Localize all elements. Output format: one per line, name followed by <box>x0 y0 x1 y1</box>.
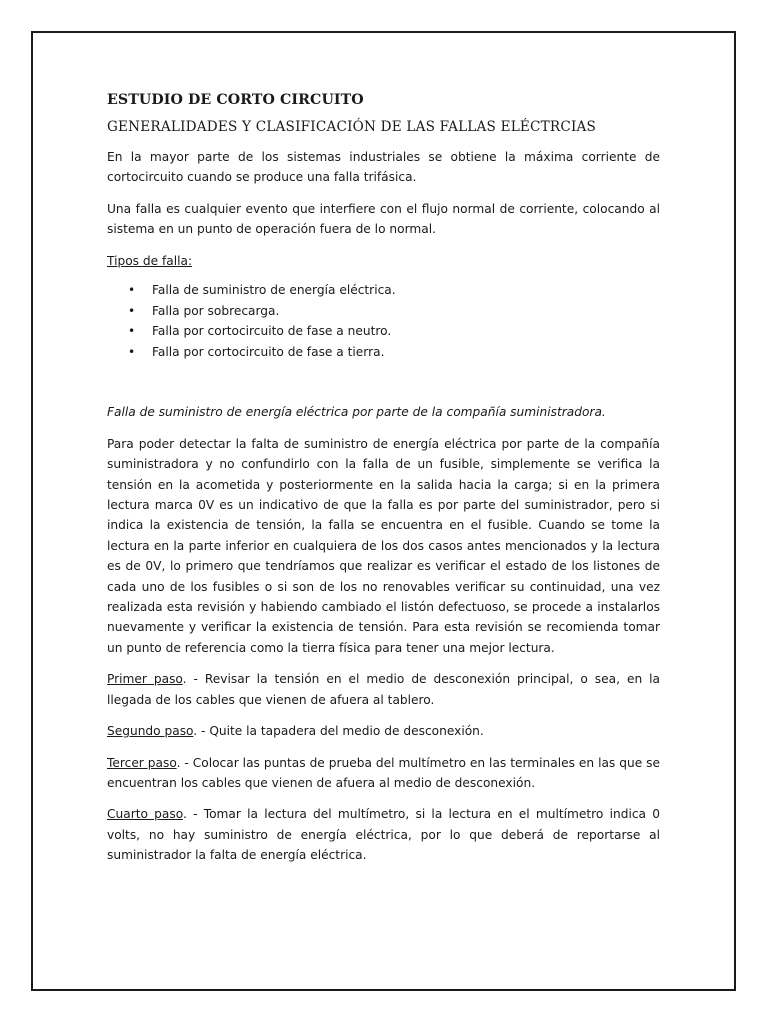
supply-fault-paragraph: Para poder detectar la falta de suministro de energía eléctrica por parte de la compañía suministradora y no confundirlo con la falla de un fusible, simplemente se verifica la tensión en la acometida y posteriormente en la salida hacia la carga; si en la primera lectura marca 0V es un indicativo de que la falla es por parte del suministrador, pero si indica la existencia de tensión, la falla se encuentra en el fusible. Cuando se tome la lectura en la parte inferior en cualquiera de los dos casos antes mencionados y la lectura es de 0V, lo primero que tendríamos que realizar es verificar el estado de los listones de cada uno de los fusibles o si son de los no renovables verificar su continuidad, una vez realizada esta revisión y habiendo cambiado el listón defectuoso, se procede a instalarlos nuevamente y verificar la existencia de tensión. Para esta revisión se recomienda tomar un punto de referencia como la tierra física para tener una mejor lectura. <box>107 436 660 655</box>
fault-types-heading-text: Tipos de falla: <box>107 253 193 268</box>
list-item <box>128 280 660 301</box>
list-item <box>128 301 660 322</box>
step-4-text: . - Tomar la lectura del multímetro, si la lectura en el multímetro indica 0 volts, no hay suministro de energía eléctrica, por lo que deberá de reportarse al suministrador la falta de energía eléctrica. <box>107 807 661 863</box>
list-item-text: Falla por cortocircuito de fase a neutro. <box>152 324 392 339</box>
step-2-text: . - Quite la tapadera del medio de desconexión. <box>193 724 484 739</box>
bullet-icon: • <box>128 303 136 318</box>
fault-types-heading <box>107 251 660 271</box>
step-2-label: Segundo paso <box>107 724 194 739</box>
step-1-label: Primer paso <box>107 672 183 687</box>
step-4-label: Cuarto paso <box>107 807 183 822</box>
supply-fault-heading: Falla de suministro de energía eléctrica por parte de la compañía suministradora. <box>107 405 606 420</box>
document-title: ESTUDIO DE CORTO CIRCUITO <box>107 92 364 108</box>
list-item <box>128 342 660 363</box>
list-item-text: Falla por sobrecarga. <box>152 303 280 318</box>
step-4 <box>107 804 660 865</box>
step-1 <box>107 669 660 710</box>
list-item <box>128 321 660 342</box>
step-3 <box>107 753 660 794</box>
list-item-text: Falla por cortocircuito de fase a tierra. <box>152 344 385 359</box>
list-item-text: Falla de suministro de energía eléctrica. <box>152 283 396 298</box>
fault-types-list <box>107 280 660 362</box>
section-spacer <box>107 362 660 402</box>
step-3-text: . - Colocar las puntas de prueba del multímetro en las terminales en las que se encuentran los cables que vienen de afuera al medio de desconexión. <box>107 755 660 790</box>
step-1-text: . - Revisar la tensión en el medio de desconexión principal, o sea, en la llegada de los cables que vienen de afuera al tablero. <box>107 672 660 707</box>
bullet-icon: • <box>128 324 136 339</box>
intro-paragraph-1: En la mayor parte de los sistemas industriales se obtiene la máxima corriente de cortocircuito cuando se produce una falla trifásica. <box>107 150 660 185</box>
document-subtitle: GENERALIDADES Y CLASIFICACIÓN DE LAS FALLAS ELÉCTRCIAS <box>107 119 597 135</box>
document-body <box>107 90 660 877</box>
step-3-label: Tercer paso <box>107 755 177 770</box>
bullet-icon: • <box>128 344 136 359</box>
step-2 <box>107 721 660 741</box>
bullet-icon: • <box>128 283 136 298</box>
intro-paragraph-2: Una falla es cualquier evento que interfiere con el flujo normal de corriente, colocando al sistema en un punto de operación fuera de lo normal. <box>107 201 660 237</box>
